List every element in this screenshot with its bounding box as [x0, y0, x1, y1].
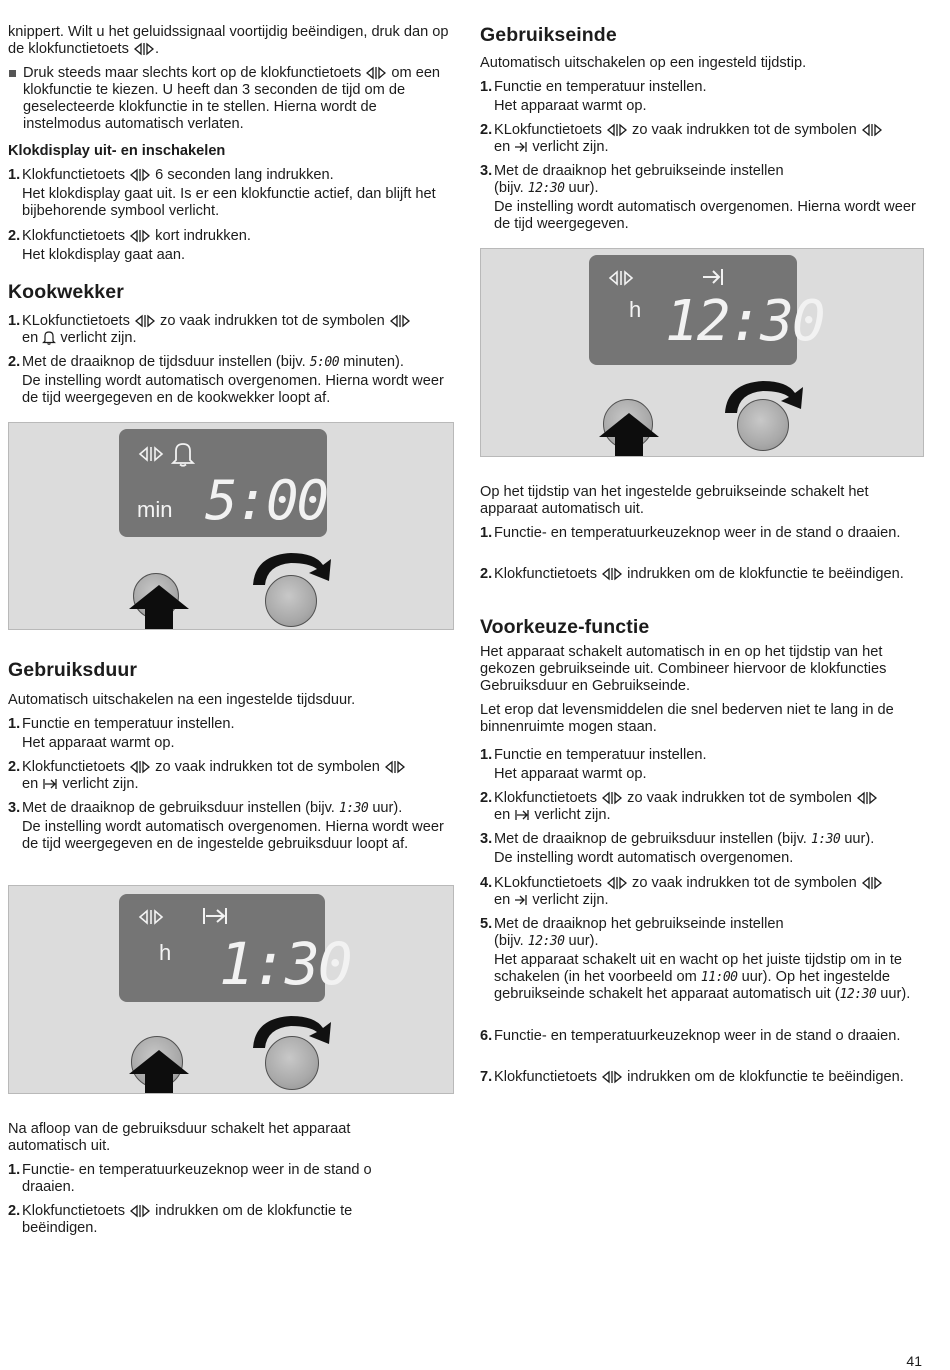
gebruiksduur-intro: Automatisch uitschakelen na een ingestelde tijdsduur. [8, 692, 356, 708]
step-text: Klokfunctietoets [494, 790, 598, 806]
step-number: 1. [8, 167, 21, 183]
step-text: verlicht zijn. [62, 776, 139, 792]
step-result: uur). [880, 986, 911, 1002]
step-text: zo vaak indrukken tot de symbolen [627, 790, 852, 806]
step-number: 3. [480, 163, 493, 179]
step-text: Klokfunctietoets [22, 759, 126, 775]
step-text: indrukken om de klokfunctie te beëindigen. [22, 1203, 353, 1236]
duur-step-3 [8, 800, 460, 853]
voor-step-7 [480, 1069, 914, 1086]
display-unit: h [629, 297, 642, 322]
display-time: 12:30 [665, 289, 824, 354]
segment-time: 5:00 [309, 355, 340, 370]
voor-step-4 [480, 875, 932, 909]
step-number: 2. [480, 122, 493, 138]
step-text: en [22, 776, 39, 792]
step-text: uur). [844, 831, 875, 847]
clock-key-icon [606, 876, 628, 890]
kook-step-1 [8, 313, 450, 347]
duur-step-1 [8, 716, 450, 752]
press-arrow-icon [127, 583, 191, 630]
oven-display [119, 429, 327, 537]
step-result: De instelling wordt automatisch overgenomen. [494, 850, 794, 866]
clock-key-icon [134, 314, 156, 328]
step-text: Functie- en temperatuurkeuzeknop weer in de stand o draaien. [494, 525, 901, 541]
step-text: Met de draaiknop de tijdsduur instellen (bijv. [22, 354, 306, 370]
step-result: De instelling wordt automatisch overgenomen. Hierna wordt weer de tijd weergegeven. [494, 199, 916, 232]
step-number: 1. [8, 716, 21, 732]
press-arrow-icon [597, 411, 661, 457]
step-number: 3. [8, 800, 21, 816]
step-result: Het klokdisplay gaat uit. Is er een klokfunctie actief, dan blijft het bijbehorende symbool verlicht. [22, 186, 436, 219]
bullet-item [8, 65, 450, 133]
step-text: Functie en temperatuur instellen. [22, 716, 235, 732]
rotary-knob[interactable] [737, 399, 789, 451]
gebruiksduur-illustration [8, 885, 454, 1094]
clock-key-icon [384, 760, 406, 774]
step-number: 1. [8, 1162, 21, 1178]
step-text: minuten). [343, 354, 404, 370]
after-step-1 [8, 1162, 422, 1196]
voor-step-1 [480, 747, 930, 783]
kookwekker-illustration [8, 422, 454, 630]
bell-icon [42, 330, 56, 345]
step-text: Klokfunctietoets [22, 228, 126, 244]
kook-step-2 [8, 354, 456, 407]
step-text: zo vaak indrukken tot de symbolen [160, 313, 385, 329]
step-text: Klokfunctietoets [494, 1069, 598, 1085]
step-text: indrukken om de klokfunctie te beëindigen. [627, 1069, 904, 1085]
bullet-square-icon [9, 70, 16, 77]
duur-step-2 [8, 759, 460, 793]
step-number: 1. [480, 525, 493, 541]
clock-key-icon [601, 791, 623, 805]
step-text: indrukken om de klokfunctie te beëindigen. [627, 566, 904, 582]
step-number: 7. [480, 1069, 493, 1085]
clock-key-icon [133, 42, 155, 56]
voor-step-6 [480, 1028, 914, 1045]
clock-key-display-icon [607, 269, 635, 287]
kookwekker-heading: Kookwekker [8, 281, 124, 303]
step-text: en [22, 330, 39, 346]
step-result: De instelling wordt automatisch overgenomen. Hierna wordt weer de tijd weergegeven en de kookwekker loopt af. [22, 373, 444, 406]
end-display-icon [701, 267, 725, 287]
segment-time: 12:30 [839, 987, 877, 1002]
einde-step-2 [480, 122, 932, 156]
step-text: (bijv. [494, 933, 524, 949]
clock-key-icon [129, 1204, 151, 1218]
step-number: 5. [480, 916, 493, 932]
clock-key-display-icon [137, 445, 165, 463]
end-arrow-icon [514, 893, 528, 907]
voorkeuze-intro: Het apparaat schakelt automatisch in en op het tijdstip van het gekozen gebruikseinde uit. Combineer hiervoor de klokfuncties Gebruiksduur en Gebruikseinde. [480, 644, 887, 694]
bell-display-icon [171, 441, 195, 467]
step-text: (bijv. [494, 180, 524, 196]
voor-step-3 [480, 831, 932, 867]
step-number: 2. [8, 1203, 21, 1219]
intro-text: knippert. Wilt u het geluidssignaal voortijdig beëindigen, druk dan op de klokfunctietoets [8, 24, 449, 57]
voor-step-2 [480, 790, 932, 824]
step-result: Het klokdisplay gaat aan. [22, 247, 186, 263]
duration-display-icon [201, 906, 229, 926]
step-text: verlicht zijn. [532, 892, 609, 908]
step-text: Klokfunctietoets [494, 566, 598, 582]
step-text: KLokfunctietoets [22, 313, 130, 329]
segment-time: 1:30 [810, 832, 841, 847]
step-text: Klokfunctietoets [22, 1203, 126, 1219]
klok-step-1 [8, 167, 450, 220]
gebruikseinde-illustration [480, 248, 924, 457]
step-text: kort indrukken. [155, 228, 251, 244]
segment-time: 11:00 [700, 970, 738, 985]
gebruikseinde-after-text: Op het tijdstip van het ingestelde gebruikseinde schakelt het apparaat automatisch uit. [480, 484, 869, 517]
after-step-2 [8, 1203, 422, 1237]
clock-key-display-icon [137, 908, 165, 926]
clock-key-icon [606, 123, 628, 137]
step-number: 1. [480, 747, 493, 763]
display-time: 1:30 [219, 930, 351, 998]
clock-key-icon [856, 791, 878, 805]
step-text: KLokfunctietoets [494, 122, 602, 138]
segment-time: 1:30 [338, 801, 369, 816]
clock-key-icon [365, 66, 387, 80]
display-unit: min [137, 497, 173, 522]
clock-key-icon [601, 1070, 623, 1084]
einde-after-step-2 [480, 566, 914, 583]
clock-key-icon [861, 876, 883, 890]
step-text: Functie en temperatuur instellen. [494, 747, 707, 763]
page-number: 41 [906, 1353, 922, 1369]
bullet-text: Druk steeds maar slechts kort op de klokfunctietoets [23, 65, 362, 81]
step-number: 2. [8, 354, 21, 370]
rotary-knob[interactable] [265, 575, 317, 627]
step-result: Het apparaat warmt op. [22, 735, 175, 751]
step-number: 6. [480, 1028, 493, 1044]
display-unit: h [159, 940, 172, 965]
step-text: Functie- en temperatuurkeuzeknop weer in de stand o draaien. [22, 1162, 372, 1195]
display-time: 5:00 [205, 469, 328, 532]
clock-key-icon [129, 229, 151, 243]
press-arrow-icon [127, 1048, 191, 1094]
step-number: 1. [8, 313, 21, 329]
einde-step-1 [480, 79, 930, 115]
step-text: Functie en temperatuur instellen. [494, 79, 707, 95]
step-result: De instelling wordt automatisch overgenomen. Hierna wordt weer de tijd weergegeven en de ingestelde gebruiksduur loopt af. [22, 819, 444, 852]
intro-paragraph: knippert. Wilt u het geluidssignaal voortijdig beëindigen, druk dan op de klokfunctietoets . [8, 24, 449, 57]
step-text: Met de draaiknop de gebruiksduur instellen (bijv. [494, 831, 807, 847]
step-text: zo vaak indrukken tot de symbolen [155, 759, 380, 775]
step-text: uur). [568, 933, 599, 949]
gebruiksduur-heading: Gebruiksduur [8, 659, 138, 681]
step-text: Met de draaiknop de gebruiksduur instellen (bijv. [22, 800, 335, 816]
step-result: uur). Op het ingestelde gebruikseinde schakelt het apparaat automatisch uit ( [494, 969, 891, 1002]
step-number: 2. [480, 566, 493, 582]
end-arrow-icon [514, 140, 528, 154]
step-text: Klokfunctietoets [22, 167, 126, 183]
step-text: KLokfunctietoets [494, 875, 602, 891]
segment-time: 12:30 [527, 934, 565, 949]
voorkeuze-heading: Voorkeuze-functie [480, 616, 650, 638]
duration-arrow-icon [42, 777, 58, 791]
clock-key-icon [389, 314, 411, 328]
step-text: en [494, 139, 511, 155]
bullet-text-rest: om een klokfunctie te kiezen. U heeft dan 3 seconden de tijd om de geselecteerde klokfunctie in te stellen. Hierna wordt de instelmodus automatisch verlaten. [23, 65, 441, 132]
step-number: 2. [8, 759, 21, 775]
gebruikseinde-heading: Gebruikseinde [480, 24, 617, 46]
clock-key-icon [601, 567, 623, 581]
step-text: Met de draaiknop het gebruikseinde instellen [494, 916, 784, 932]
step-text: zo vaak indrukken tot de symbolen [632, 122, 857, 138]
step-text: verlicht zijn. [532, 139, 609, 155]
oven-display [589, 255, 824, 365]
segment-time: 12:30 [527, 181, 565, 196]
step-result: Het apparaat warmt op. [494, 766, 647, 782]
step-number: 1. [480, 79, 493, 95]
step-number: 4. [480, 875, 493, 891]
step-text: 6 seconden lang indrukken. [155, 167, 334, 183]
step-number: 2. [8, 228, 21, 244]
step-text: verlicht zijn. [534, 807, 611, 823]
clock-key-icon [861, 123, 883, 137]
oven-display [119, 894, 351, 1002]
step-text: uur). [372, 800, 403, 816]
voorkeuze-intro-2: Let erop dat levensmiddelen die snel bederven niet te lang in de binnenruimte mogen staan. [480, 702, 894, 735]
step-text: zo vaak indrukken tot de symbolen [632, 875, 857, 891]
klokdisplay-heading: Klokdisplay uit- en inschakelen [8, 143, 226, 159]
klok-step-2 [8, 228, 450, 264]
step-number: 2. [480, 790, 493, 806]
step-text: Met de draaiknop het gebruikseinde instellen [494, 163, 784, 179]
step-number: 3. [480, 831, 493, 847]
step-result: Het apparaat schakelt uit en wacht op het juiste tijdstip om in te schakelen (in het voorbeeld om [494, 952, 903, 985]
step-text: uur). [568, 180, 599, 196]
clock-key-icon [129, 168, 151, 182]
step-text: Functie- en temperatuurkeuzeknop weer in de stand o draaien. [494, 1028, 901, 1044]
einde-step-3 [480, 163, 930, 233]
step-text: verlicht zijn. [60, 330, 137, 346]
duration-arrow-icon [514, 808, 530, 822]
gebruikseinde-intro: Automatisch uitschakelen op een ingesteld tijdstip. [480, 55, 807, 71]
step-result: Het apparaat warmt op. [494, 98, 647, 114]
einde-after-step-1 [480, 525, 914, 542]
step-text: en [494, 892, 511, 908]
voor-step-5 [480, 916, 932, 1003]
step-text: en [494, 807, 511, 823]
gebruiksduur-after-text: Na afloop van de gebruiksduur schakelt het apparaat automatisch uit. [8, 1121, 351, 1154]
clock-key-icon [129, 760, 151, 774]
rotary-knob[interactable] [265, 1036, 319, 1090]
